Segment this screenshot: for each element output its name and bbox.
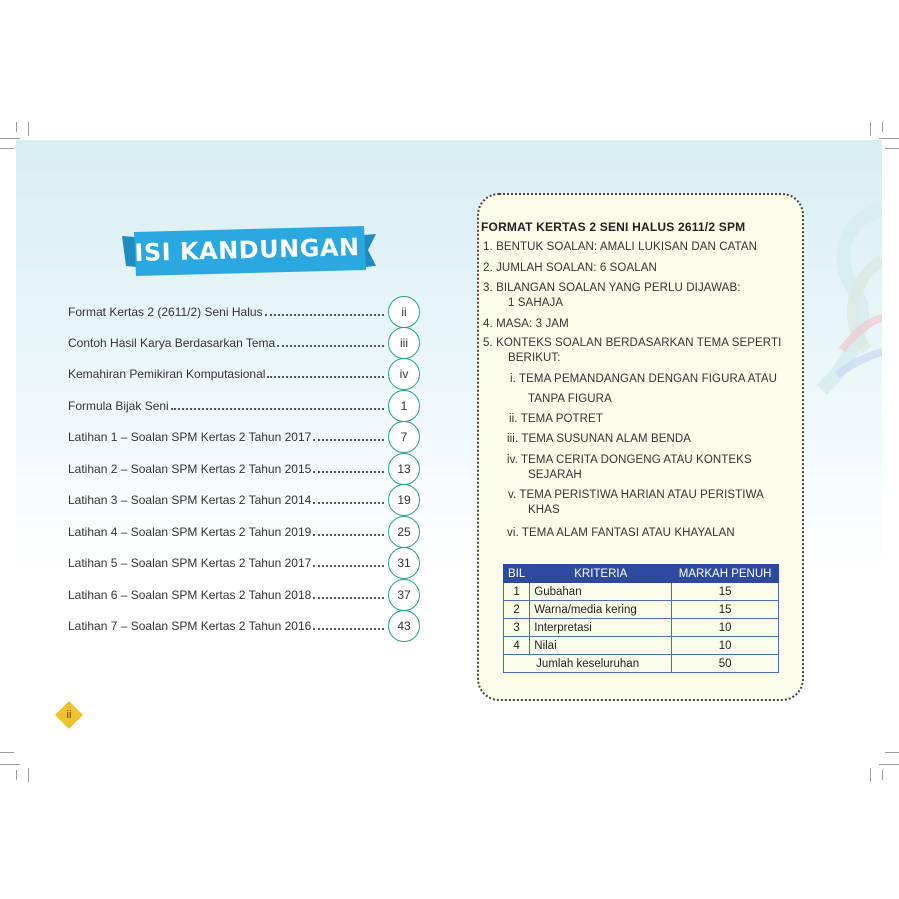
format-card-title: FORMAT KERTAS 2 SENI HALUS 2611/2 SPM (481, 220, 746, 234)
toc-item-label: Latihan 1 – Soalan SPM Kertas 2 Tahun 2017 (68, 430, 312, 444)
toc-leader-dots (313, 471, 384, 473)
column-header-markah: MARKAH PENUH (672, 565, 779, 583)
toc-item[interactable] (68, 516, 420, 548)
crop-mark-top-right-h2 (885, 148, 899, 149)
toc-item-label: Contoh Hasil Karya Berdasarkan Tema (68, 336, 276, 350)
crop-mark-top-right-v2 (882, 122, 883, 132)
toc-item[interactable] (68, 453, 420, 485)
toc-leader-dots (277, 345, 384, 347)
cell-bil: 4 (504, 637, 530, 655)
toc-leader-dots (313, 439, 384, 441)
decorative-swoosh (812, 200, 882, 410)
marking-table (503, 564, 779, 673)
format-line: 5. KONTEKS SOALAN BERDASARKAN TEMA SEPERTI (483, 337, 782, 349)
toc-page-number: 13 (388, 453, 420, 485)
format-line: iii. TEMA SUSUNAN ALAM BENDA (507, 433, 692, 445)
toc-item[interactable] (68, 296, 420, 328)
toc-leader-dots (313, 534, 384, 536)
cell-bil: 2 (504, 601, 530, 619)
format-line: vi. TEMA ALAM FANTASI ATAU KHAYALAN (507, 527, 735, 539)
toc-item-label: Kemahiran Pemikiran Komputasional (68, 367, 266, 381)
crop-mark-bottom-left-h (0, 764, 20, 765)
crop-mark-top-right-v (870, 122, 871, 136)
toc-page-number: iii (388, 327, 420, 359)
format-line: TANPA FIGURA (528, 393, 612, 405)
crop-mark-bottom-right-h2 (885, 752, 899, 753)
column-header-kriteria: KRITERIA (530, 565, 672, 583)
toc-item-label: Latihan 2 – Soalan SPM Kertas 2 Tahun 2015 (68, 462, 312, 476)
table-row (504, 601, 779, 619)
column-header-bil: BIL (504, 565, 530, 583)
table-header-row (504, 565, 779, 583)
format-line: KHAS (528, 504, 560, 516)
toc-item-label: Latihan 5 – Soalan SPM Kertas 2 Tahun 2017 (68, 556, 312, 570)
total-value: 50 (672, 655, 779, 673)
crop-mark-top-left-h (0, 138, 20, 139)
cell-bil: 1 (504, 583, 530, 601)
crop-mark-bottom-right-v2 (882, 770, 883, 780)
crop-mark-bottom-right-v (870, 768, 871, 782)
total-label: Jumlah keseluruhan (504, 655, 672, 673)
toc-item[interactable] (68, 547, 420, 579)
toc-item-label: Format Kertas 2 (2611/2) Seni Halus (68, 305, 263, 319)
toc-leader-dots (267, 376, 384, 378)
toc-page-number: 1 (388, 390, 420, 422)
cell-kriteria: Interpretasi (530, 619, 672, 637)
toc-item[interactable] (68, 610, 420, 642)
page-title: ISI KANDUNGAN (134, 233, 360, 267)
toc-item-label: Latihan 6 – Soalan SPM Kertas 2 Tahun 2018 (68, 588, 312, 602)
toc-leader-dots (265, 314, 384, 316)
toc-item-label: Formula Bijak Seni (68, 399, 169, 413)
toc-item[interactable] (68, 327, 420, 359)
cell-markah: 10 (672, 637, 779, 655)
format-line: 1. BENTUK SOALAN: AMALI LUKISAN DAN CATAN (483, 241, 757, 253)
toc-item[interactable] (68, 358, 420, 390)
toc-page-number: 7 (388, 421, 420, 453)
crop-mark-top-left-h2 (0, 148, 14, 149)
toc-leader-dots (313, 628, 384, 630)
toc-page-number: ii (388, 296, 420, 328)
crop-mark-bottom-left-v2 (16, 770, 17, 780)
toc-page-number: 37 (388, 579, 420, 611)
crop-mark-top-left-v (28, 122, 29, 136)
table-row (504, 619, 779, 637)
crop-mark-bottom-left-v (28, 768, 29, 782)
toc-leader-dots (171, 408, 384, 410)
toc-leader-dots (313, 597, 384, 599)
format-line: ii. TEMA POTRET (509, 413, 603, 425)
toc-leader-dots (313, 565, 384, 567)
toc-page-number: 19 (388, 484, 420, 516)
toc-page-number: 43 (388, 610, 420, 642)
format-line: 1 SAHAJA (508, 297, 564, 309)
toc-page-number: iv (388, 358, 420, 390)
crop-mark-top-right-h (879, 138, 899, 139)
crop-mark-bottom-right-h (879, 764, 899, 765)
toc-item[interactable] (68, 484, 420, 516)
format-line: BERIKUT: (508, 352, 561, 364)
crop-mark-bottom-left-h2 (0, 752, 14, 753)
format-line: 2. JUMLAH SOALAN: 6 SOALAN (483, 262, 657, 274)
table-row (504, 583, 779, 601)
format-line: iv. TEMA CERITA DONGENG ATAU KONTEKS (507, 454, 752, 466)
toc-leader-dots (313, 502, 384, 504)
cell-kriteria: Gubahan (530, 583, 672, 601)
cell-markah: 10 (672, 619, 779, 637)
format-line: v. TEMA PERISTIWA HARIAN ATAU PERISTIWA (508, 489, 764, 501)
cell-markah: 15 (672, 583, 779, 601)
toc-page-number: 31 (388, 547, 420, 579)
toc-page-number: 25 (388, 516, 420, 548)
cell-kriteria: Warna/media kering (530, 601, 672, 619)
toc-item-label: Latihan 4 – Soalan SPM Kertas 2 Tahun 2019 (68, 525, 312, 539)
toc-item[interactable] (68, 390, 420, 422)
format-line: SEJARAH (528, 469, 582, 481)
cell-bil: 3 (504, 619, 530, 637)
format-line: 4. MASA: 3 JAM (483, 318, 569, 330)
format-line: 3. BILANGAN SOALAN YANG PERLU DIJAWAB: (483, 282, 741, 294)
toc-item[interactable] (68, 421, 420, 453)
toc-item[interactable] (68, 579, 420, 611)
format-line: i. TEMA PEMANDANGAN DENGAN FIGURA ATAU (510, 373, 778, 385)
toc-item-label: Latihan 7 – Soalan SPM Kertas 2 Tahun 2016 (68, 619, 312, 633)
table-row (504, 637, 779, 655)
cell-markah: 15 (672, 601, 779, 619)
toc-item-label: Latihan 3 – Soalan SPM Kertas 2 Tahun 2014 (68, 493, 312, 507)
table-total-row (504, 655, 779, 673)
cell-kriteria: Nilai (530, 637, 672, 655)
page-number: ii (66, 709, 72, 721)
crop-mark-top-left-v2 (16, 122, 17, 132)
